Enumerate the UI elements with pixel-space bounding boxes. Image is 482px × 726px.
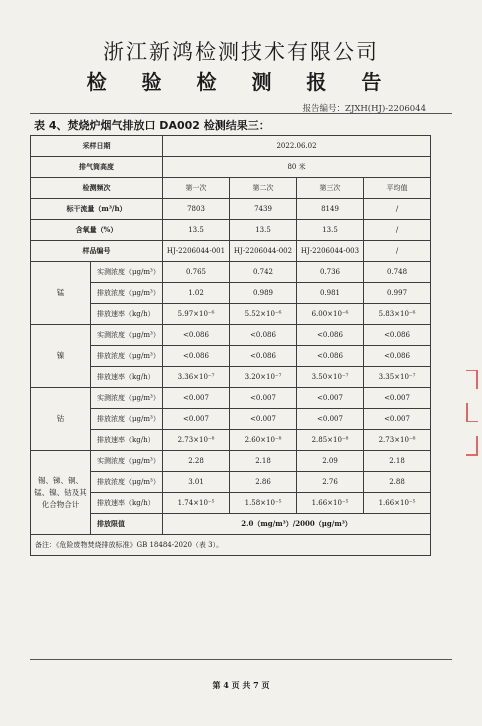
seal-mark <box>466 436 478 456</box>
cell-value: 2.85×10⁻⁸ <box>297 430 364 451</box>
cell-value: <0.007 <box>297 388 364 409</box>
sample-id-3: HJ-2206044-003 <box>297 241 364 262</box>
cell-value: 5.83×10⁻⁶ <box>364 304 431 325</box>
stack-height: 80 米 <box>163 157 431 178</box>
cell-value: 2.73×10⁻⁸ <box>163 430 230 451</box>
param-label: 排放速率（kg/h） <box>91 304 163 325</box>
cell-value: 0.981 <box>297 283 364 304</box>
param-label: 排放速率（kg/h） <box>91 493 163 514</box>
table-row <box>31 220 431 241</box>
header-rule <box>30 113 452 114</box>
group-name-total: 锡、锑、铜、锰、镍、钴及其化合物合计 <box>31 451 91 535</box>
param-label: 排放速率（kg/h） <box>91 367 163 388</box>
seal-mark <box>466 370 478 389</box>
param-label: 排放速率（kg/h） <box>91 430 163 451</box>
group-name-ni: 镍 <box>31 325 91 388</box>
table-row <box>31 262 431 283</box>
sampling-date-label: 采样日期 <box>31 136 163 157</box>
cell-value: 3.50×10⁻⁷ <box>297 367 364 388</box>
cell-value: <0.007 <box>364 388 431 409</box>
flow-3: 8149 <box>297 199 364 220</box>
param-label: 排放浓度（μg/m³） <box>91 472 163 493</box>
table-note: 备注：《危险废物焚烧排放标准》GB 18484-2020（表 3）。 <box>31 535 431 556</box>
cell-value: 0.742 <box>230 262 297 283</box>
cell-value: 0.989 <box>230 283 297 304</box>
cell-value: <0.007 <box>230 388 297 409</box>
table-row <box>31 514 431 535</box>
cell-value: <0.086 <box>364 346 431 367</box>
frequency-1: 第一次 <box>163 178 230 199</box>
sample-id-1: HJ-2206044-001 <box>163 241 230 262</box>
table-row <box>31 283 431 304</box>
cell-value: 5.97×10⁻⁶ <box>163 304 230 325</box>
cell-value: <0.086 <box>297 325 364 346</box>
cell-value: 5.52×10⁻⁶ <box>230 304 297 325</box>
flow-2: 7439 <box>230 199 297 220</box>
table-row <box>31 157 431 178</box>
cell-value: <0.086 <box>364 325 431 346</box>
report-title: 检 验 检 测 报 告 <box>86 70 396 94</box>
group-name-mn: 锰 <box>31 262 91 325</box>
table-row <box>31 430 431 451</box>
table-row <box>31 535 431 556</box>
limit-label: 排放限值 <box>91 514 163 535</box>
group-name-co: 钴 <box>31 388 91 451</box>
cell-value: 0.736 <box>297 262 364 283</box>
cell-value: 2.60×10⁻⁸ <box>230 430 297 451</box>
cell-value: 2.73×10⁻⁸ <box>364 430 431 451</box>
cell-value: 3.36×10⁻⁷ <box>163 367 230 388</box>
cell-value: <0.086 <box>163 325 230 346</box>
table-row <box>31 451 431 472</box>
param-label: 实测浓度（μg/m³） <box>91 388 163 409</box>
cell-value: <0.086 <box>230 346 297 367</box>
table-row <box>31 136 431 157</box>
frequency-avg: 平均值 <box>364 178 431 199</box>
cell-value: 1.66×10⁻⁵ <box>297 493 364 514</box>
frequency-3: 第三次 <box>297 178 364 199</box>
param-label: 排放浓度（μg/m³） <box>91 283 163 304</box>
table-row <box>31 178 431 199</box>
oxygen-avg: / <box>364 220 431 241</box>
param-label: 排放浓度（μg/m³） <box>91 346 163 367</box>
page-number: 第 4 页 共 7 页 <box>212 680 270 690</box>
cell-value: 0.748 <box>364 262 431 283</box>
cell-value: 1.74×10⁻⁵ <box>163 493 230 514</box>
cell-value: <0.007 <box>163 388 230 409</box>
seal-stamp-edge <box>466 370 478 470</box>
table-row <box>31 493 431 514</box>
cell-value: 1.02 <box>163 283 230 304</box>
param-label: 实测浓度（μg/m³） <box>91 262 163 283</box>
sample-id-label: 样品编号 <box>31 241 163 262</box>
cell-value: 2.76 <box>297 472 364 493</box>
cell-value: 2.28 <box>163 451 230 472</box>
table-row <box>31 304 431 325</box>
cell-value: 0.765 <box>163 262 230 283</box>
cell-value: <0.007 <box>297 409 364 430</box>
cell-value: <0.086 <box>230 325 297 346</box>
oxygen-label: 含氧量（%） <box>31 220 163 241</box>
cell-value: 3.35×10⁻⁷ <box>364 367 431 388</box>
param-label: 排放浓度（μg/m³） <box>91 409 163 430</box>
cell-value: 1.66×10⁻⁵ <box>364 493 431 514</box>
oxygen-3: 13.5 <box>297 220 364 241</box>
cell-value: 1.58×10⁻⁵ <box>230 493 297 514</box>
flow-1: 7803 <box>163 199 230 220</box>
limit-value: 2.0（mg/m³）/2000（μg/m³） <box>163 514 431 535</box>
results-table <box>30 135 431 556</box>
flow-avg: / <box>364 199 431 220</box>
flow-label: 标干流量（m³/h） <box>31 199 163 220</box>
table-row <box>31 241 431 262</box>
cell-value: <0.086 <box>297 346 364 367</box>
cell-value: <0.007 <box>230 409 297 430</box>
footer-rule <box>30 659 452 660</box>
cell-value: 0.997 <box>364 283 431 304</box>
cell-value: 2.18 <box>230 451 297 472</box>
sampling-date: 2022.06.02 <box>163 136 431 157</box>
param-label: 实测浓度（μg/m³） <box>91 325 163 346</box>
table-row <box>31 388 431 409</box>
table-row <box>31 346 431 367</box>
cell-value: 3.20×10⁻⁷ <box>230 367 297 388</box>
cell-value: <0.086 <box>163 346 230 367</box>
cell-value: 2.09 <box>297 451 364 472</box>
oxygen-1: 13.5 <box>163 220 230 241</box>
table-row <box>31 409 431 430</box>
cell-value: 2.88 <box>364 472 431 493</box>
frequency-2: 第二次 <box>230 178 297 199</box>
sample-id-avg: / <box>364 241 431 262</box>
table-row <box>31 199 431 220</box>
table-row <box>31 325 431 346</box>
report-number: 报告编号：ZJXH(HJ)-2206044 <box>302 104 426 114</box>
cell-value: 6.00×10⁻⁶ <box>297 304 364 325</box>
table-row <box>31 472 431 493</box>
cell-value: 2.18 <box>364 451 431 472</box>
cell-value: <0.007 <box>163 409 230 430</box>
table-row <box>31 367 431 388</box>
seal-mark <box>466 403 478 422</box>
company-name: 浙江新鸿检测技术有限公司 <box>103 40 379 64</box>
sample-id-2: HJ-2206044-002 <box>230 241 297 262</box>
cell-value: 3.01 <box>163 472 230 493</box>
stack-height-label: 排气筒高度 <box>31 157 163 178</box>
table-title: 表 4、焚烧炉烟气排放口 DA002 检测结果三： <box>34 119 270 132</box>
cell-value: <0.007 <box>364 409 431 430</box>
frequency-label: 检测频次 <box>31 178 163 199</box>
oxygen-2: 13.5 <box>230 220 297 241</box>
cell-value: 2.86 <box>230 472 297 493</box>
param-label: 实测浓度（μg/m³） <box>91 451 163 472</box>
